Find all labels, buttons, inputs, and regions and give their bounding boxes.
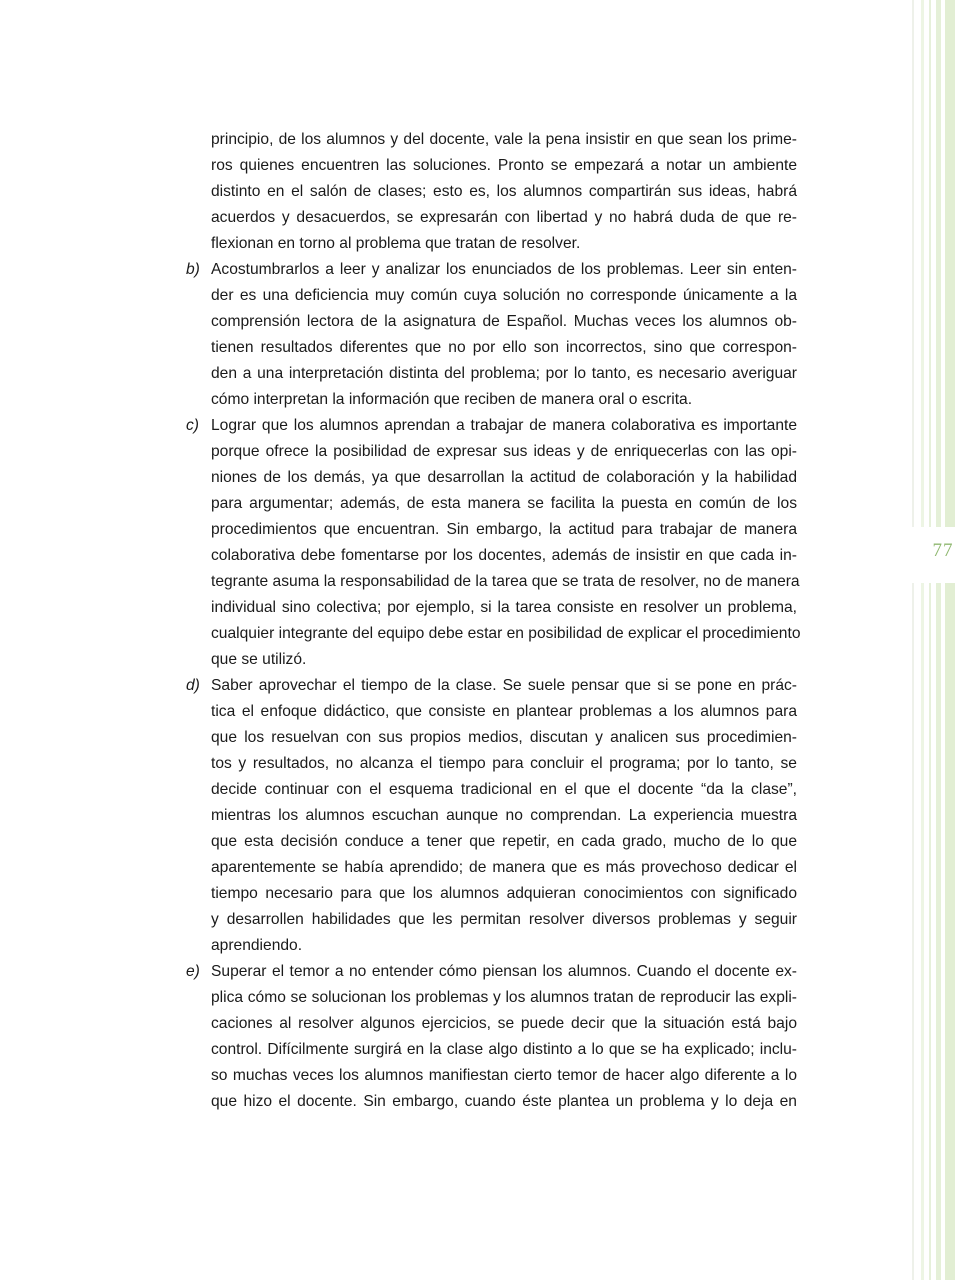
- text-line: que los resuelvan con sus propios medios, discutan y analicen sus procedimien-: [211, 729, 797, 746]
- text-line: tiempo necesario para que los alumnos adquieran conocimientos con significado: [211, 885, 797, 902]
- text-line: tica el enfoque didáctico, que consiste en plantear problemas a los alumnos para: [211, 703, 797, 720]
- text-line: aparentemente se había aprendido; de manera que es más provechoso dedicar el: [211, 859, 797, 876]
- text-line: individual sino colectiva; por ejemplo, si la tarea consiste en resolver un problema,: [211, 599, 797, 616]
- text-line: tienen resultados diferentes que no por ello son incorrectos, sino que correspon-: [211, 339, 797, 356]
- text-line: cómo interpretan la información que reciben de manera oral o escrita.: [211, 391, 693, 408]
- text-line: Acostumbrarlos a leer y analizar los enunciados de los problemas. Leer sin enten-: [211, 261, 797, 278]
- text-line: tegrante asuma la responsabilidad de la tarea que se trata de resolver, no de manera: [211, 573, 800, 590]
- text-line: Superar el temor a no entender cómo piensan los alumnos. Cuando el docente ex-: [211, 963, 797, 980]
- text-line: porque ofrece la posibilidad de expresar sus ideas y de enriquecerlas con las opi-: [211, 443, 797, 460]
- text-line: den a una interpretación distinta del problema; por lo tanto, es necesario averiguar: [211, 365, 797, 382]
- text-line: plica cómo se solucionan los problemas y los alumnos tratan de reproducir las expli-: [211, 989, 797, 1006]
- decorative-margin-stripes: [908, 0, 972, 1280]
- list-item-e: [186, 959, 797, 1115]
- text-line: der es una deficiencia muy común cuya solución no corresponde únicamente a la: [211, 287, 797, 304]
- text-line: que se utilizó.: [211, 651, 307, 668]
- text-line: comprensión lectora de la asignatura de Español. Muchas veces los alumnos ob-: [211, 313, 797, 330]
- text-line: caciones al resolver algunos ejercicios, se puede decir que la situación está bajo: [211, 1015, 797, 1032]
- text-line: mientras los alumnos escuchan aunque no comprendan. La experiencia muestra: [211, 807, 797, 824]
- list-marker: b): [186, 261, 200, 278]
- text-line: principio, de los alumnos y del docente, vale la pena insistir en que sean los prime-: [211, 131, 797, 148]
- text-line: ros quienes encuentren las soluciones. Pronto se empezará a notar un ambiente: [211, 157, 797, 174]
- list-marker: d): [186, 677, 200, 694]
- text-line: para argumentar; además, de esta manera se facilita la puesta en común de los: [211, 495, 797, 512]
- text-line: decide continuar con el esquema tradicional en el que el docente “da la clase”,: [211, 781, 797, 798]
- text-line: tos y resultados, no alcanza el tiempo para concluir el programa; por lo tanto, se: [211, 755, 797, 772]
- page-number: 77: [932, 540, 954, 561]
- intro-paragraph: [211, 127, 797, 257]
- list-item-c: [186, 413, 801, 673]
- text-line: procedimientos que encuentran. Sin embargo, la actitud para trabajar de manera: [211, 521, 797, 538]
- list-marker: c): [186, 417, 199, 434]
- text-line: que hizo el docente. Sin embargo, cuando éste plantea un problema y lo deja en: [211, 1093, 797, 1110]
- text-line: que esta decisión conduce a tener que repetir, en cada grado, mucho de lo que: [211, 833, 797, 850]
- text-line: distinto en el salón de clases; esto es, los alumnos compartirán sus ideas, habrá: [211, 183, 797, 200]
- text-line: so muchas veces los alumnos manifiestan cierto temor de hacer algo diferente a lo: [211, 1067, 797, 1084]
- text-line: cualquier integrante del equipo debe estar en posibilidad de explicar el procedimiento: [211, 625, 801, 642]
- text-line: colaborativa debe fomentarse por los docentes, además de insistir en que cada in-: [211, 547, 797, 564]
- text-line: y desarrollen habilidades que les permitan resolver diversos problemas y seguir: [211, 911, 797, 928]
- text-line: niones de los demás, ya que desarrollan la actitud de colaboración y la habilidad: [211, 469, 797, 486]
- text-line: acuerdos y desacuerdos, se expresarán con libertad y no habrá duda de que re-: [211, 209, 797, 226]
- list-marker: e): [186, 963, 200, 980]
- text-line: aprendiendo.: [211, 937, 303, 954]
- text-line: Lograr que los alumnos aprendan a trabajar de manera colaborativa es importante: [211, 417, 797, 434]
- text-line: control. Difícilmente surgirá en la clase algo distinto a lo que se ha explicado; inclu-: [211, 1041, 797, 1058]
- text-line: flexionan en torno al problema que tratan de resolver.: [211, 235, 581, 252]
- list-item-b: [186, 257, 797, 413]
- list-item-d: [186, 673, 797, 959]
- text-line: Saber aprovechar el tiempo de la clase. Se suele pensar que si se pone en prác-: [211, 677, 797, 694]
- document-body: [186, 127, 801, 1115]
